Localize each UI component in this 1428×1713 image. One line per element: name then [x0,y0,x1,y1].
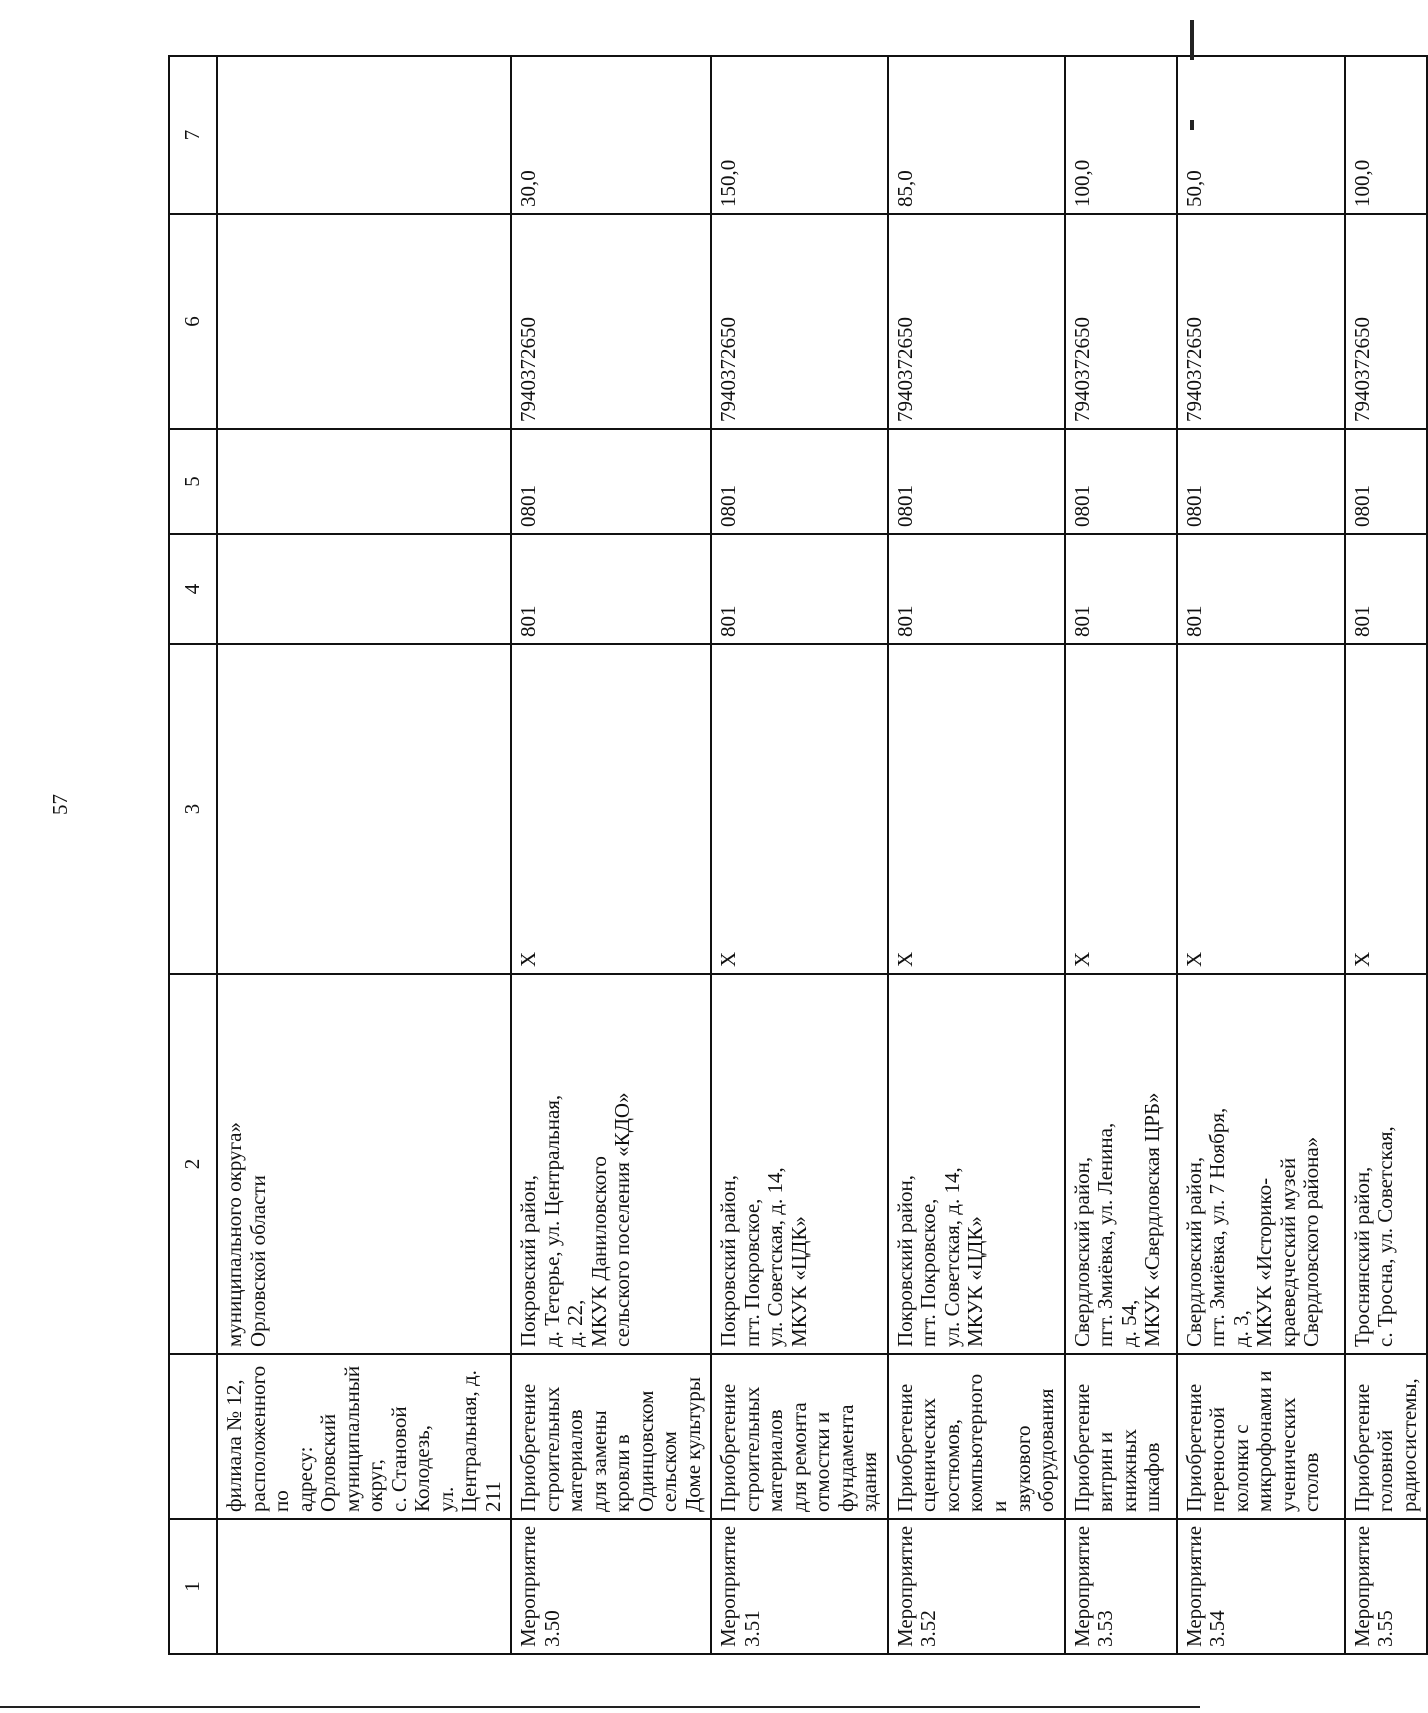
target-article-cell: 7940372650 [1345,214,1428,429]
amount-cell: 85,0 [888,56,1065,214]
event-description-cell: филиала № 12, расположенного по адресу: Орловский муниципальный округ, с. Становой Колодезь, ул. Центральная, д. 211 [217,1354,511,1519]
table-row [711,56,888,1654]
code-cell: 801 [1345,534,1428,644]
event-id-cell: Мероприятие 3.53 [1065,1519,1177,1654]
header-cell-5: 5 [169,429,217,534]
section-cell: 0801 [888,429,1065,534]
header-cell-4: 4 [169,534,217,644]
target-article-cell: 7940372650 [1177,214,1345,429]
scan-edge-mark [1190,120,1194,130]
amount-cell: 150,0 [711,56,888,214]
target-article-cell [217,214,511,429]
event-description-cell: Приобретение витрин и книжных шкафов [1065,1354,1177,1519]
code-cell: 801 [511,534,711,644]
code-cell: 801 [888,534,1065,644]
event-id-cell: Мероприятие 3.51 [711,1519,888,1654]
table-row [1065,56,1177,1654]
mark-cell: X [1177,644,1345,974]
table-header-row [169,56,217,1654]
code-cell [217,534,511,644]
code-cell: 801 [1065,534,1177,644]
header-cell-2: 2 [169,974,217,1354]
amount-cell: 100,0 [1345,56,1428,214]
event-description-cell: Приобретение строительных материалов для замены кровли в Одинцовском сельском Доме культуры [511,1354,711,1519]
table-row [888,56,1065,1654]
mark-cell: X [888,644,1065,974]
table-row [511,56,711,1654]
code-cell: 801 [1177,534,1345,644]
scan-bottom-rule [0,1706,1200,1708]
table-row [1177,56,1345,1654]
table-row [1345,56,1428,1654]
mark-cell: X [511,644,711,974]
section-cell: 0801 [511,429,711,534]
address-cell: муниципального округа» Орловской области [217,974,511,1354]
amount-cell: 50,0 [1177,56,1345,214]
section-cell: 0801 [711,429,888,534]
budget-table [168,55,1428,1655]
target-article-cell: 7940372650 [511,214,711,429]
table-row [217,56,511,1654]
mark-cell: X [1065,644,1177,974]
code-cell: 801 [711,534,888,644]
event-id-cell: Мероприятие 3.54 [1177,1519,1345,1654]
header-cell-3: 3 [169,644,217,974]
section-cell [217,429,511,534]
target-article-cell: 7940372650 [1065,214,1177,429]
mark-cell [217,644,511,974]
mark-cell: X [1345,644,1428,974]
page-number: 57 [48,794,72,815]
address-cell: Свердловский район, пгт. Змиёвка, ул. Ленина, д. 54, МКУК «Свердловская ЦРБ» [1065,974,1177,1354]
mark-cell: X [711,644,888,974]
address-cell: Покровский район, д. Тетерье, ул. Центральная, д. 22, МКУК Даниловского сельского поселения «КДО» [511,974,711,1354]
address-cell: Покровский район, пгт. Покровское, ул. Советская, д. 14, МКУК «ЦДК» [711,974,888,1354]
event-description-cell: Приобретение головной радиосистемы, [1345,1354,1428,1519]
target-article-cell: 7940372650 [888,214,1065,429]
event-id-cell: Мероприятие 3.50 [511,1519,711,1654]
event-description-cell: Приобретение строительных материалов для ремонта отмостки и фундамента здания [711,1354,888,1519]
amount-cell: 100,0 [1065,56,1177,214]
header-cell-1: 1 [169,1519,217,1654]
amount-cell: 30,0 [511,56,711,214]
section-cell: 0801 [1345,429,1428,534]
event-id-cell: Мероприятие 3.55 [1345,1519,1428,1654]
event-description-cell: Приобретение переносной колонки с микрофонами и ученических столов [1177,1354,1345,1519]
scan-edge-mark [1190,20,1194,60]
amount-cell [217,56,511,214]
address-cell: Троснянский район, с. Тросна, ул. Советская, [1345,974,1428,1354]
event-id-cell: Мероприятие 3.52 [888,1519,1065,1654]
target-article-cell: 7940372650 [711,214,888,429]
address-cell: Покровский район, пгт. Покровское, ул. Советская, д. 14, МКУК «ЦДК» [888,974,1065,1354]
section-cell: 0801 [1177,429,1345,534]
event-id-cell [217,1519,511,1654]
rotated-table-wrapper [168,57,1421,1655]
header-cell-7: 7 [169,56,217,214]
section-cell: 0801 [1065,429,1177,534]
event-description-cell: Приобретение сценических костюмов, компьютерного и звукового оборудования [888,1354,1065,1519]
address-cell: Свердловский район, пгт. Змиёвка, ул. 7 Ноября, д. 3, МКУК «Историко- краеведческий музей Свердловского района» [1177,974,1345,1354]
header-cell-blank [169,1354,217,1519]
header-cell-6: 6 [169,214,217,429]
